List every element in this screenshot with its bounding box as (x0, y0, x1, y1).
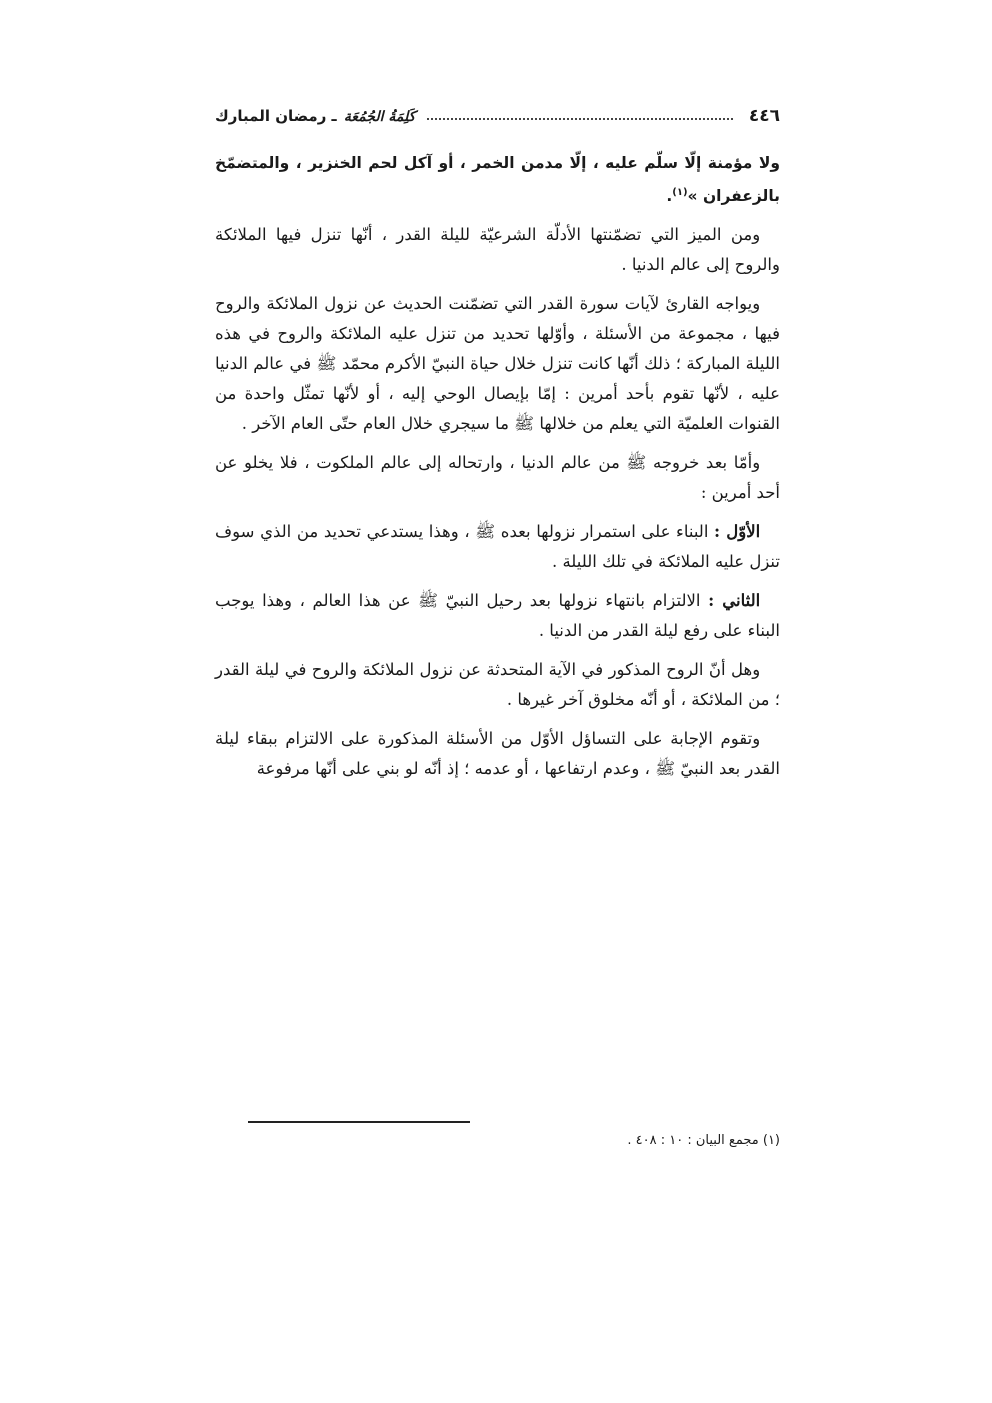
paragraph-7: وهل أنّ الروح المذكور في الآية المتحدثة عن نزول الملائكة والروح في ليلة القدر ؛ من الملائكة ، أو أنّه مخلوق آخر غيرها . (215, 660, 780, 710)
page-content (215, 96, 780, 793)
body-text (215, 148, 780, 784)
paragraph-6-lead: الثاني : (708, 591, 761, 611)
paragraph-5-text: البناء على استمرار نزولها بعده ﷺ ، وهذا يستدعي تحديد من الذي سوف تنزل عليه الملائكة في تلك الليلة . (215, 522, 780, 572)
footnote-number: (١) (762, 1133, 780, 1148)
paragraph-8: وتقوم الإجابة على التساؤل الأوّل من الأسئلة المذكورة على الالتزام ببقاء ليلة القدر بعد النبيّ ﷺ ، وعدم ارتفاعها ، أو عدمه ؛ إذ أنّه لو بني على أنّها مرفوعة (215, 729, 780, 779)
footnote-ref[interactable]: (١) (672, 187, 688, 198)
paragraph-6 (215, 586, 780, 646)
paragraph-3: ويواجه القارئ لآيات سورة القدر التي تضمّنت الحديث عن نزول الملائكة والروح فيها ، مجموعة من الأسئلة ، وأوّلها تحديد من تنزل عليه الملائكة والروح في هذه الليلة المباركة ؛ ذلك أنّها كانت تنزل خلال حياة النبيّ الأكرم محمّد ﷺ في عالم الدنيا عليه ، لأنّها تقوم بأحد أمرين : إمّا بإيصال الوحي إليه ، أو لأنّها تمثّل واحدة من القنوات العلميّة التي يعلم من خلالها ﷺ ما سيجري خلال العام حتّى العام الآخر . (215, 294, 780, 434)
paragraph-4: وأمّا بعد خروجه ﷺ من عالم الدنيا ، وارتحاله إلى عالم الملكوت ، فلا يخلو عن أحد أمرين : (215, 453, 780, 503)
paragraph-6-text: الالتزام بانتهاء نزولها بعد رحيل النبيّ ﷺ عن هذا العالم ، وهذا يوجب البناء على رفع ليلة القدر من الدنيا . (215, 591, 780, 641)
book-logo: كَلِمَةُ الجُمُعَة (343, 109, 416, 125)
page-number: ٤٤٦ (748, 106, 780, 126)
paragraph-1-tail: . (666, 187, 673, 206)
paragraph-5 (215, 517, 780, 577)
header-leader-dots (427, 117, 733, 120)
paragraph-1 (215, 148, 780, 211)
book-title-suffix: ـ رمضان المبارك (215, 107, 337, 125)
footnote-separator (248, 1121, 470, 1123)
book-title (215, 107, 415, 125)
paragraph-1-text: ولا مؤمنة إلّا سلّم عليه ، إلّا مدمن الخمر ، أو آكل لحم الخنزير ، والمتضمّخ بالزعفران » (215, 154, 780, 206)
running-header (215, 96, 780, 136)
paragraph-2: ومن الميز التي تضمّنتها الأدلّة الشرعيّة لليلة القدر ، أنّها تنزل فيها الملائكة والروح إلى عالم الدنيا . (215, 225, 780, 275)
footnote (520, 1133, 780, 1148)
paragraph-5-lead: الأوّل : (714, 522, 761, 542)
footnote-text: مجمع البيان : ١٠ : ٤٠٨ . (627, 1133, 759, 1148)
